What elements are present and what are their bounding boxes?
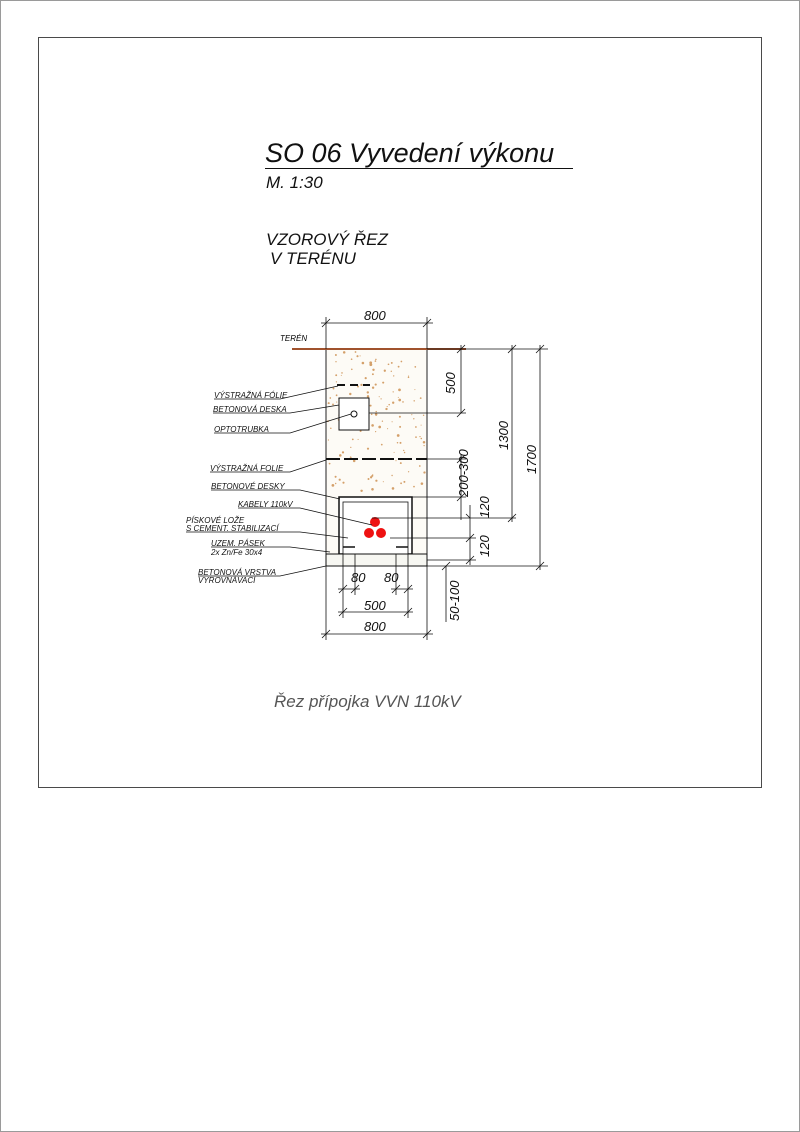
dim-120-b: 120 bbox=[477, 535, 492, 557]
drawing-caption: Řez přípojka VVN 110kV bbox=[274, 692, 461, 711]
opto-tube bbox=[351, 411, 357, 417]
label-uzem-pasek-1: UZEM. PÁSEK bbox=[211, 539, 265, 548]
section-title-line1: VZOROVÝ ŘEZ bbox=[266, 230, 388, 249]
dim-50-100: 50-100 bbox=[447, 580, 462, 621]
dim-1300: 1300 bbox=[496, 421, 511, 450]
concrete-levelling-layer bbox=[326, 554, 427, 566]
label-betonova-vrstva-2: VYROVNÁVACÍ bbox=[198, 576, 256, 585]
cable-2 bbox=[364, 528, 374, 538]
dim-500-vertical: 500 bbox=[443, 372, 458, 394]
label-optotrubka: OPTOTRUBKA bbox=[214, 425, 269, 434]
label-betonova-deska: BETONOVÁ DESKA bbox=[213, 405, 287, 414]
drawing-scale: M. 1:30 bbox=[266, 173, 323, 192]
dim-top-800: 800 bbox=[364, 308, 386, 323]
dim-1700: 1700 bbox=[524, 445, 539, 474]
drawing-title: SO 06 Vyvedení výkonu bbox=[265, 138, 573, 169]
label-kabely: KABELY 110kV bbox=[238, 500, 293, 509]
label-teren: TERÉN bbox=[280, 334, 308, 343]
sand-bed bbox=[343, 502, 408, 554]
left-labels bbox=[186, 391, 293, 585]
cable-1 bbox=[370, 517, 380, 527]
dim-bottom-800: 800 bbox=[364, 619, 386, 634]
dim-bottom-500: 500 bbox=[364, 598, 386, 613]
label-betonova-vrstva-1: BETONOVÁ VRSTVA bbox=[198, 568, 277, 577]
dim-80-left: 80 bbox=[351, 570, 366, 585]
dim-120-a: 120 bbox=[477, 496, 492, 518]
dim-80-right: 80 bbox=[384, 570, 399, 585]
section-title-line2: V TERÉNU bbox=[270, 249, 356, 268]
cable-3 bbox=[376, 528, 386, 538]
label-piskove-loze-1: PÍSKOVÉ LOŽE bbox=[186, 516, 245, 525]
label-uzem-pasek-2: 2x Zn/Fe 30x4 bbox=[211, 548, 263, 557]
label-piskove-loze-2: S CEMENT. STABILIZACÍ bbox=[186, 524, 279, 533]
label-vystrazna-folie-1: VÝSTRAŽNÁ FÓLIE bbox=[214, 391, 288, 400]
label-vystrazna-folie-2: VÝSTRAŽNÁ FOLIE bbox=[210, 464, 284, 473]
dim-200-300: 200-300 bbox=[456, 449, 471, 497]
label-betonove-desky: BETONOVÉ DESKY bbox=[211, 482, 285, 491]
